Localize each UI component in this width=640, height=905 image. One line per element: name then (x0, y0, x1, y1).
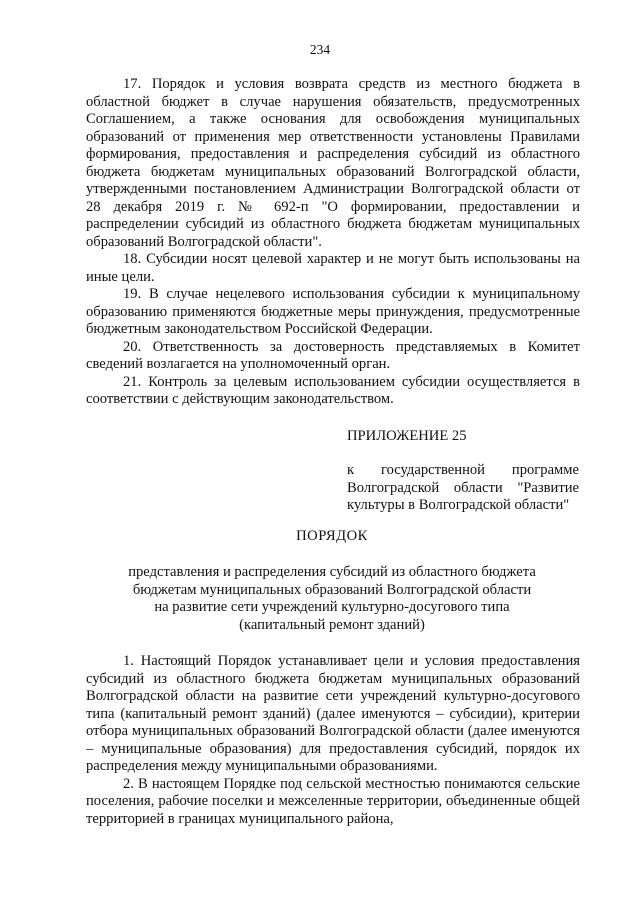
paragraph-21: 21. Контроль за целевым использованием субсидии осуществляется в соответствии с действующим законодательством. (86, 373, 580, 407)
subtitle-line: бюджетам муниципальных образований Волгоградской области (132, 581, 532, 598)
page-number: 234 (309, 42, 331, 57)
document-heading: ПОРЯДОК (296, 528, 368, 544)
paragraph-1: 1. Настоящий Порядок устанавливает цели и условия предоставления субсидий из областного бюджета бюджетам муниципальных образований Волгоградской области на развитие сети учреждений культурно-досугового типа (капитальный ремонт зданий) (далее именуются – субсидии), критерии отбора муниципальных образований Волгоградской области (далее именуются – муниципальные образования) для предоставления субсидий, порядок их распределения между муниципальными образованиями. (86, 653, 580, 774)
paragraph-17: 17. Порядок и условия возврата средств из местного бюджета в областной бюджет в случае нарушения обязательств, предусмотренных Соглашением, а также основания для освобождения муниципальных образований от применения мер ответственности установлены Правилами формирования, предоставления и распределения субсидий из областного бюджета бюджетам муниципальных образований Волгоградской области, утвержденными постановлением Администрации Волгоградской области от 28 декабря 2019 г. № 692-п "О формировании, предоставлении и распределении субсидий из областного бюджета бюджетам муниципальных образований Волгоградской области". (86, 76, 580, 250)
paragraph-18: 18. Субсидии носят целевой характер и не могут быть использованы на иные цели. (86, 251, 580, 285)
paragraph-19: 19. В случае нецелевого использования субсидии к муниципальному образованию применяются бюджетные меры принуждения, предусмотренные бюджетным законодательством Российской Федерации. (86, 286, 580, 337)
section-a (86, 76, 580, 409)
section-b (86, 653, 580, 828)
appendix-reference: к государственной программе Волгоградской области "Развитие культуры в Волгоградской области" (347, 462, 579, 513)
paragraph-2: 2. В настоящем Порядке под сельской местностью понимаются сельские поселения, рабочие поселки и межселенные территории, объединенные общей территорией в границах муниципального района, (86, 775, 580, 827)
appendix-title: ПРИЛОЖЕНИЕ 25 (347, 428, 467, 444)
subtitle-line: на развитие сети учреждений культурно-досугового типа (154, 599, 510, 615)
subtitle-line: представления и распределения субсидий из областного бюджета (128, 564, 536, 580)
subtitle-line: (капитальный ремонт зданий) (239, 616, 425, 633)
document-subtitle (90, 564, 574, 634)
paragraph-20: 20. Ответственность за достоверность представляемых в Комитет сведений возлагается на уполномоченный орган. (86, 338, 580, 372)
